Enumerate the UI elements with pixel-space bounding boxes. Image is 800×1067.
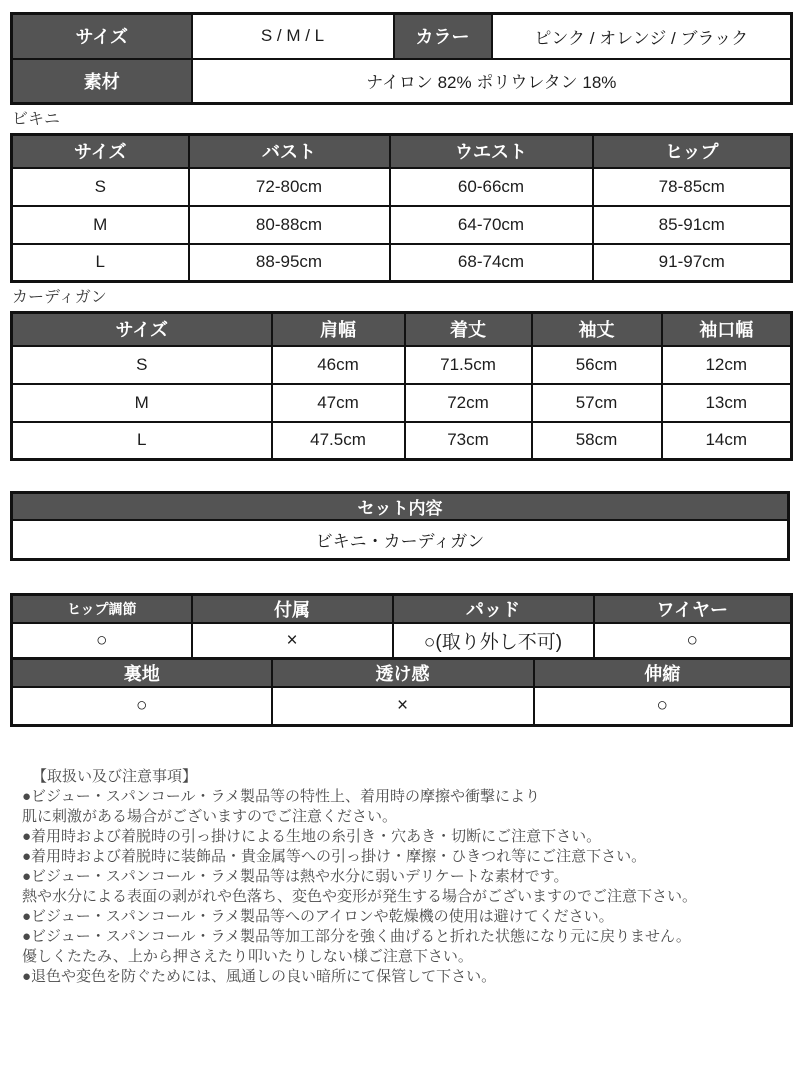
table-cell: M bbox=[12, 384, 272, 422]
color-value: ピンク / オレンジ / ブラック bbox=[492, 14, 792, 59]
table-row bbox=[12, 14, 792, 59]
cardigan-section-label: カーディガン bbox=[12, 289, 107, 306]
table-cell: 14cm bbox=[662, 422, 792, 460]
table-cell: 57cm bbox=[532, 384, 662, 422]
size-value: S / M / L bbox=[192, 14, 394, 59]
note-line: ●着用時および着脱時に装飾品・貴金属等への引っ掛け・摩擦・ひきつれ等にご注意下さい。 bbox=[22, 848, 647, 865]
table-cell: 85-91cm bbox=[593, 206, 792, 244]
feature-table-bottom bbox=[10, 657, 793, 728]
feature-value: × bbox=[192, 623, 393, 659]
bikini-size-table bbox=[10, 133, 793, 283]
col-header: ウエスト bbox=[390, 135, 593, 168]
table-header-row bbox=[12, 594, 792, 623]
col-header: ヒップ bbox=[593, 135, 792, 168]
material-value: ナイロン 82% ポリウレタン 18% bbox=[192, 59, 792, 104]
table-cell: 12cm bbox=[662, 346, 792, 384]
col-header: 袖口幅 bbox=[662, 313, 792, 346]
table-cell: 56cm bbox=[532, 346, 662, 384]
note-line: 肌に刺激がある場合がございますのでご注意ください。 bbox=[22, 808, 398, 825]
table-row bbox=[12, 623, 792, 659]
feature-table-top bbox=[10, 593, 793, 660]
table-cell: L bbox=[12, 422, 272, 460]
note-line: ●ビジュー・スパンコール・ラメ製品等の特性上、着用時の摩擦や衝撃により bbox=[22, 788, 541, 805]
table-cell: S bbox=[12, 346, 272, 384]
bikini-section-label: ビキニ bbox=[12, 111, 61, 128]
set-contents-header: セット内容 bbox=[12, 493, 789, 521]
col-header: 裏地 bbox=[12, 658, 272, 687]
set-contents-table bbox=[10, 491, 790, 561]
table-cell: 46cm bbox=[272, 346, 405, 384]
table-header-row bbox=[12, 493, 789, 521]
set-contents-value: ビキニ・カーディガン bbox=[12, 520, 789, 559]
table-row bbox=[12, 168, 792, 206]
table-cell: 47cm bbox=[272, 384, 405, 422]
table-cell: 13cm bbox=[662, 384, 792, 422]
color-label: カラー bbox=[394, 14, 492, 59]
note-line: 熱や水分による表面の剥がれや色落ち、変色や変形が発生する場合がございますのでご注意下さい。 bbox=[22, 888, 698, 905]
table-cell: 78-85cm bbox=[593, 168, 792, 206]
note-line: ●ビジュー・スパンコール・ラメ製品等加工部分を強く曲げると折れた状態になり元に戻りません。 bbox=[22, 928, 691, 945]
table-row bbox=[12, 206, 792, 244]
table-cell: 71.5cm bbox=[405, 346, 532, 384]
note-line: ●ビジュー・スパンコール・ラメ製品等へのアイロンや乾燥機の使用は避けてください。 bbox=[22, 908, 614, 925]
col-header: 付属 bbox=[192, 594, 393, 623]
col-header: サイズ bbox=[12, 135, 189, 168]
table-header-row bbox=[12, 658, 792, 687]
feature-value: ○ bbox=[12, 623, 192, 659]
table-row bbox=[12, 422, 792, 460]
col-header: 肩幅 bbox=[272, 313, 405, 346]
table-cell: 64-70cm bbox=[390, 206, 593, 244]
table-row bbox=[12, 346, 792, 384]
table-cell: 60-66cm bbox=[390, 168, 593, 206]
note-line: ●着用時および着脱時の引っ掛けによる生地の糸引き・穴あき・切断にご注意下さい。 bbox=[22, 828, 602, 845]
notes-title: 【取扱い及び注意事項】 bbox=[32, 768, 198, 785]
col-header: 透け感 bbox=[272, 658, 534, 687]
col-header: ワイヤー bbox=[594, 594, 792, 623]
feature-value: ○ bbox=[594, 623, 792, 659]
feature-value: ○(取り外し不可) bbox=[393, 623, 594, 659]
note-line: ●ビジュー・スパンコール・ラメ製品等は熱や水分に弱いデリケートな素材です。 bbox=[22, 868, 569, 885]
table-cell: 47.5cm bbox=[272, 422, 405, 460]
table-cell: 58cm bbox=[532, 422, 662, 460]
table-cell: S bbox=[12, 168, 189, 206]
table-cell: 80-88cm bbox=[189, 206, 390, 244]
col-header: 袖丈 bbox=[532, 313, 662, 346]
table-header-row bbox=[12, 313, 792, 346]
table-header-row bbox=[12, 135, 792, 168]
size-label: サイズ bbox=[12, 14, 192, 59]
table-row bbox=[12, 520, 789, 559]
table-cell: 72-80cm bbox=[189, 168, 390, 206]
cardigan-size-table bbox=[10, 311, 793, 461]
feature-value: ○ bbox=[534, 687, 792, 726]
table-cell: 72cm bbox=[405, 384, 532, 422]
col-header: ヒップ調節 bbox=[12, 594, 192, 623]
col-header: サイズ bbox=[12, 313, 272, 346]
col-header: 伸縮 bbox=[534, 658, 792, 687]
table-cell: 73cm bbox=[405, 422, 532, 460]
table-row bbox=[12, 687, 792, 726]
table-row bbox=[12, 59, 792, 104]
col-header: パッド bbox=[393, 594, 594, 623]
table-cell: 91-97cm bbox=[593, 244, 792, 282]
feature-value: ○ bbox=[12, 687, 272, 726]
col-header: バスト bbox=[189, 135, 390, 168]
table-cell: 88-95cm bbox=[189, 244, 390, 282]
note-line: ●退色や変色を防ぐためには、風通しの良い暗所にて保管して下さい。 bbox=[22, 968, 497, 985]
feature-value: × bbox=[272, 687, 534, 726]
material-label: 素材 bbox=[12, 59, 192, 104]
table-cell: M bbox=[12, 206, 189, 244]
spec-table bbox=[10, 12, 793, 105]
table-row bbox=[12, 244, 792, 282]
table-row bbox=[12, 384, 792, 422]
table-cell: 68-74cm bbox=[390, 244, 593, 282]
handling-notes bbox=[10, 767, 790, 987]
note-line: 優しくたたみ、上から押さえたり叩いたりしない様ご注意下さい。 bbox=[22, 948, 473, 965]
table-cell: L bbox=[12, 244, 189, 282]
col-header: 着丈 bbox=[405, 313, 532, 346]
